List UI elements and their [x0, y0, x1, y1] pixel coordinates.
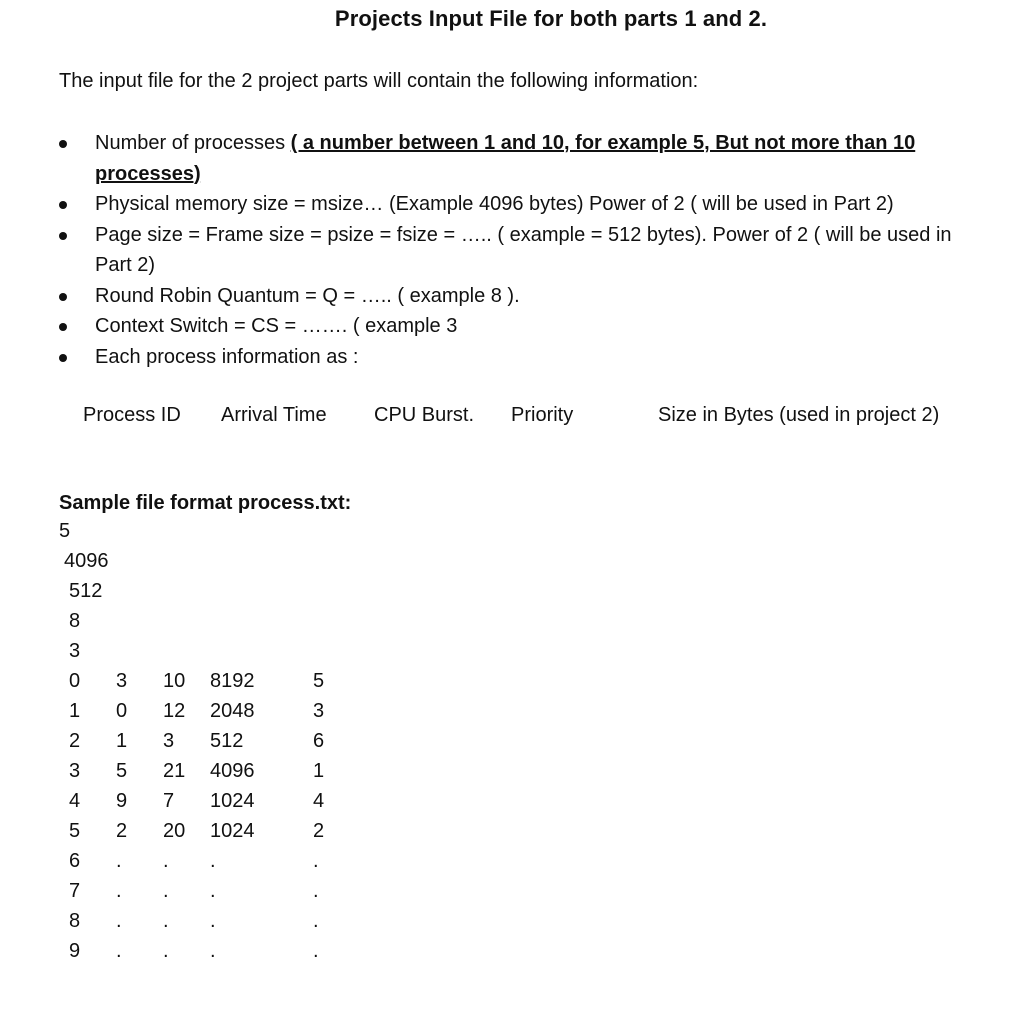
sample-value: 5 — [59, 520, 71, 542]
sample-line-memory-size — [0, 550, 600, 580]
cell-size: . — [210, 910, 216, 932]
bullet-dot-icon — [59, 293, 67, 301]
cell-priority: . — [313, 880, 319, 902]
cell-priority: 5 — [313, 670, 325, 692]
sample-value: 3 — [69, 640, 81, 662]
bullet-context-switch — [0, 311, 1018, 342]
bullet-text: Round Robin Quantum = Q = ….. ( example 8 ). — [95, 284, 520, 307]
cell-size: 1024 — [210, 790, 255, 812]
cell-arrival: 1 — [116, 730, 128, 752]
intro-paragraph: The input file for the 2 project parts will contain the following information: — [59, 70, 699, 92]
cell-arrival: 5 — [116, 760, 128, 782]
cell-burst: . — [163, 910, 169, 932]
cell-arrival: . — [116, 940, 122, 962]
cell-priority: 6 — [313, 730, 325, 752]
cell-size: 512 — [210, 730, 244, 752]
sample-value: 512 — [69, 580, 103, 602]
cell-pid: 7 — [69, 880, 81, 902]
cell-burst: . — [163, 850, 169, 872]
cell-pid: 4 — [69, 790, 81, 812]
cell-arrival: 9 — [116, 790, 128, 812]
cell-burst: 20 — [163, 820, 186, 842]
cell-priority: . — [313, 940, 319, 962]
page-title: Projects Input File for both parts 1 and 2. — [334, 6, 768, 31]
sample-row — [0, 880, 600, 910]
cell-burst: 12 — [163, 700, 186, 722]
bullet-process-info — [0, 342, 1018, 373]
cell-burst: . — [163, 880, 169, 902]
field-process-id: Process ID — [83, 404, 181, 426]
bullet-dot-icon — [59, 201, 67, 209]
cell-pid: 8 — [69, 910, 81, 932]
field-priority: Priority — [511, 404, 574, 426]
bullet-text: Number of processes — [95, 132, 291, 154]
sample-row — [0, 700, 600, 730]
cell-burst: 3 — [163, 730, 175, 752]
cell-burst: . — [163, 940, 169, 962]
sample-row — [0, 670, 600, 700]
cell-arrival: . — [116, 850, 122, 872]
bullet-text: Page size = Frame size = psize = fsize = ….. ( example = 512 bytes). Power of 2 ( will be used in Part 2) — [95, 223, 952, 276]
field-arrival-time: Arrival Time — [221, 404, 327, 426]
cell-priority: . — [313, 850, 319, 872]
cell-size: 2048 — [210, 700, 255, 722]
field-size-bytes: Size in Bytes (used in project 2) — [658, 404, 940, 426]
cell-arrival: 2 — [116, 820, 128, 842]
sample-row — [0, 760, 600, 790]
cell-priority: . — [313, 910, 319, 932]
cell-pid: 5 — [69, 820, 81, 842]
sample-line-context-switch — [0, 640, 600, 670]
sample-row — [0, 820, 600, 850]
cell-arrival: . — [116, 880, 122, 902]
cell-size: . — [210, 940, 216, 962]
cell-pid: 3 — [69, 760, 81, 782]
bullet-dot-icon — [59, 323, 67, 331]
cell-priority: 1 — [313, 760, 325, 782]
bullet-round-robin — [0, 281, 1018, 312]
bullet-emphasis: ( a number between 1 and 10, for example 5, But not more than 10 processes) — [95, 132, 916, 185]
bullet-text: Each process information as : — [95, 345, 359, 368]
sample-row — [0, 850, 600, 880]
cell-pid: 0 — [69, 670, 81, 692]
cell-size: . — [210, 850, 216, 872]
bullet-text: Context Switch = CS = ……. ( example 3 — [95, 315, 458, 337]
cell-pid: 9 — [69, 940, 81, 962]
sample-row — [0, 790, 600, 820]
bullet-physical-memory — [0, 189, 1018, 220]
cell-burst: 7 — [163, 790, 175, 812]
info-bullet-list — [0, 128, 1018, 372]
sample-row — [0, 910, 600, 940]
cell-pid: 2 — [69, 730, 81, 752]
bullet-page-size — [0, 220, 1018, 281]
sample-line-process-count — [0, 520, 600, 550]
bullet-text: Physical memory size = msize… (Example 4096 bytes) Power of 2 ( will be used in Part 2) — [95, 193, 894, 215]
cell-size: 4096 — [210, 760, 255, 782]
cell-burst: 21 — [163, 760, 186, 782]
bullet-dot-icon — [59, 232, 67, 240]
sample-value: 4096 — [64, 550, 109, 572]
sample-row — [0, 730, 600, 760]
bullet-dot-icon — [59, 140, 67, 148]
cell-arrival: 0 — [116, 700, 128, 722]
cell-burst: 10 — [163, 670, 186, 692]
cell-size: 1024 — [210, 820, 255, 842]
cell-size: . — [210, 880, 216, 902]
sample-line-quantum — [0, 610, 600, 640]
cell-priority: 2 — [313, 820, 325, 842]
cell-priority: 4 — [313, 790, 325, 812]
cell-size: 8192 — [210, 670, 255, 692]
bullet-number-of-processes — [0, 128, 1018, 189]
cell-arrival: . — [116, 910, 122, 932]
bullet-dot-icon — [59, 354, 67, 362]
cell-pid: 6 — [69, 850, 81, 872]
sample-value: 8 — [69, 610, 81, 632]
sample-row — [0, 940, 600, 970]
cell-arrival: 3 — [116, 670, 128, 692]
cell-pid: 1 — [69, 700, 81, 722]
sample-heading: Sample file format process.txt: — [59, 492, 352, 514]
cell-priority: 3 — [313, 700, 325, 722]
field-cpu-burst: CPU Burst. — [374, 404, 475, 426]
sample-line-page-size — [0, 580, 600, 610]
